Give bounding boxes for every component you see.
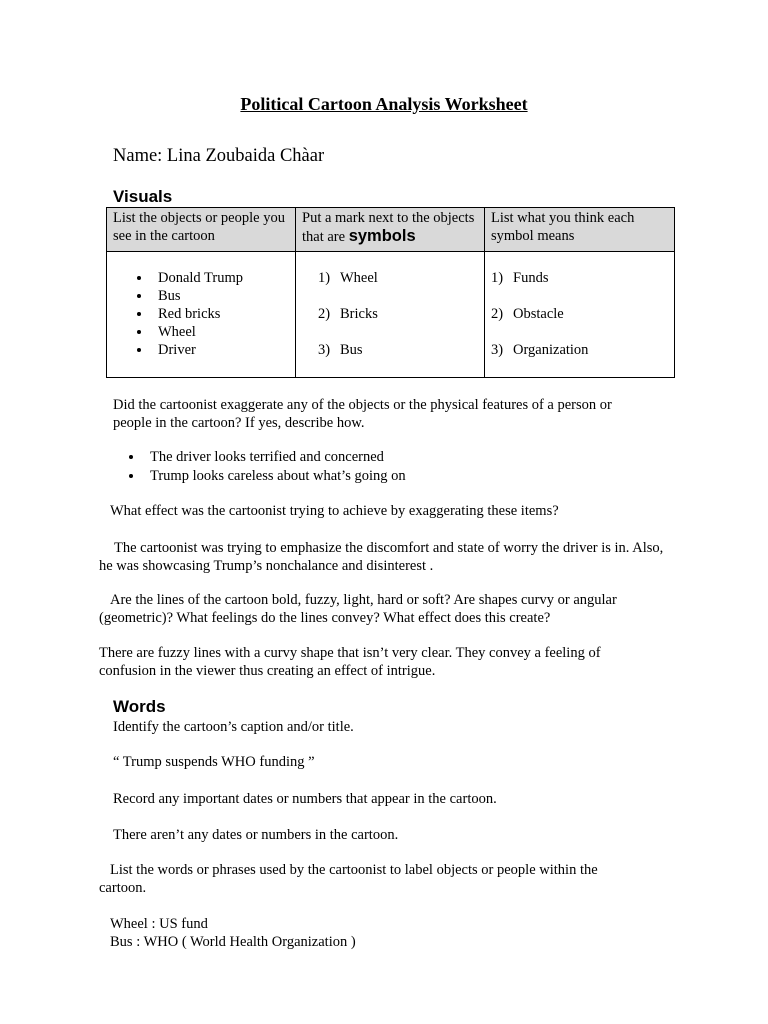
page-title: Political Cartoon Analysis Worksheet [240, 94, 528, 114]
list-item: • Donald Trump [152, 269, 289, 287]
item-number: 1) [318, 270, 331, 286]
item-text: Wheel [340, 270, 378, 286]
list-item: • Driver [152, 341, 289, 359]
visuals-heading: Visuals [113, 187, 173, 206]
student-name: Name: Lina Zoubaida Chàar [113, 146, 325, 166]
table-row [107, 252, 675, 378]
symbols-list [302, 269, 478, 377]
list-item: • Trump looks careless about what’s going on [144, 467, 644, 486]
list-item [491, 305, 668, 341]
words-heading: Words [113, 697, 166, 716]
header-symbols-emphasis: symbols [348, 227, 416, 245]
symbols-cell [296, 252, 485, 378]
question-effect: What effect was the cartoonist trying to achieve by exaggerating these items? [110, 503, 559, 519]
answer-effect: The cartoonist was trying to emphasize the discomfort and state of worry the driver is in. Also, he was showcasing Trump’s nonchalance and disinterest . [99, 540, 664, 574]
header-meanings: List what you think each symbol means [485, 208, 675, 252]
label-item: Wheel : US fund [110, 916, 208, 932]
meanings-cell [485, 252, 675, 378]
item-number: 1) [491, 270, 504, 286]
label-item: Bus : WHO ( World Health Organization ) [110, 934, 356, 950]
header-objects: List the objects or people you see in the cartoon [107, 208, 296, 252]
item-text: Organization [513, 342, 589, 358]
question-exaggerate: Did the cartoonist exaggerate any of the objects or the physical features of a person or people in the cartoon? If yes, describe how. [113, 397, 612, 431]
meanings-list [491, 269, 668, 377]
item-text: Bricks [340, 306, 378, 322]
list-item: • Wheel [152, 323, 289, 341]
header-symbols [296, 208, 485, 252]
list-item [491, 269, 668, 305]
list-item [318, 269, 478, 305]
list-item [318, 305, 478, 341]
exaggerations-list [113, 448, 644, 486]
item-text: Obstacle [513, 306, 564, 322]
item-number: 2) [491, 306, 504, 322]
list-item: • Red bricks [152, 305, 289, 323]
visuals-table [106, 207, 675, 378]
question-caption: Identify the cartoon’s caption and/or title. [113, 719, 354, 735]
item-number: 3) [318, 342, 331, 358]
objects-list [113, 269, 289, 359]
item-text: Bus [340, 342, 363, 358]
list-item [491, 341, 668, 377]
question-dates: Record any important dates or numbers that appear in the cartoon. [113, 791, 497, 807]
answer-caption: “ Trump suspends WHO funding ” [113, 754, 315, 770]
header-symbols-text: Put a mark next to the objects that are [302, 210, 475, 245]
question-labels: List the words or phrases used by the cartoonist to label objects or people within the cartoon. [99, 862, 598, 896]
answer-dates: There aren’t any dates or numbers in the cartoon. [113, 827, 399, 843]
list-item [318, 341, 478, 377]
item-number: 2) [318, 306, 331, 322]
list-item: • Bus [152, 287, 289, 305]
answer-lines: There are fuzzy lines with a curvy shape that isn’t very clear. They convey a feeling of confusion in the viewer thus creating an effect of intrigue. [99, 645, 601, 679]
question-lines: Are the lines of the cartoon bold, fuzzy, light, hard or soft? Are shapes curvy or angular (geometric)? What feelings do the lines convey? What effect does this create? [99, 592, 617, 626]
item-number: 3) [491, 342, 504, 358]
item-text: Funds [513, 270, 549, 286]
table-header-row [107, 208, 675, 252]
list-item: • The driver looks terrified and concerned [144, 448, 644, 467]
objects-cell [107, 252, 296, 378]
